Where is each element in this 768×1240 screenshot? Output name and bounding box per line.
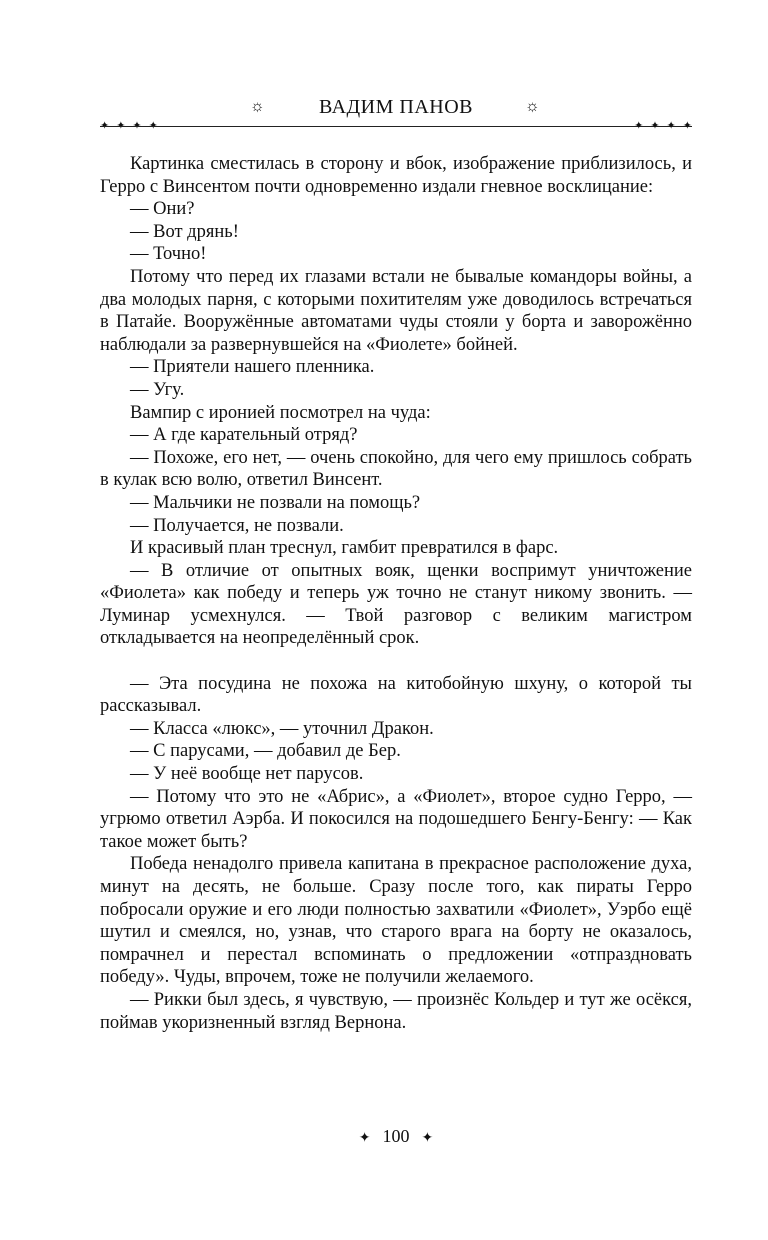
paragraph: — Потому что это не «Абрис», а «Фиолет», второе судно Герро, — угрюмо ответил Аэрба. И покосился на подошедшего Бенгу-Бенгу: — Как такое может быть? [100,786,692,852]
page-body [100,153,692,1034]
dots-ornament-left: ✦✦✦✦ [100,120,165,132]
author-name: ВАДИМ ПАНОВ [318,96,473,118]
paragraph: — Рикки был здесь, я чувствую, — произнёс Кольдер и тут же осёкся, поймав укоризненный взгляд Вернона. [100,989,692,1033]
star-ornament-icon: ✦ [421,1131,434,1146]
paragraph: Картинка сместилась в сторону и вбок, изображение приблизилось, и Герро с Винсентом почти одновременно издали гневное восклицание: [100,154,692,197]
paragraph: — Приятели нашего пленника. [130,357,375,378]
paragraph: — Вот дрянь! [130,221,239,242]
paragraph: — Класса «люкс», — уточнил Дракон. [130,718,434,739]
paragraph: Победа ненадолго привела капитана в прекрасное расположение духа, минут на десять, не больше. Сразу после того, как пираты Герро побросали оружие и его люди полностью захватили «Фиолет», Уэрбо ещё шутил и смеялся, но, узнав, что старого врага на борту не оказалось, помрачнел и перестал вспоминать о предложении «отпраздновать победу». Чуды, впрочем, тоже не получили желаемого. [100,854,692,988]
paragraph: — А где карательный отряд? [130,425,358,446]
paragraph: — Эта посудина не похожа на китобойную шхуну, о которой ты рассказывал. [100,673,692,717]
sun-ornament-icon: ☼ [525,98,540,115]
paragraph: И красивый план треснул, гамбит превратился в фарс. [130,538,559,559]
sun-ornament-icon: ☼ [250,98,265,115]
header-rule [100,126,692,127]
paragraph: — В отличие от опытных вояк, щенки воспримут уничтожение «Фиолета» как победу и теперь уж точно не станут никому звонить. — Луминар усмехнулся. — Твой разговор с великим магистром откладывается на неопределённый срок. [100,560,692,649]
paragraph: Потому что перед их глазами встали не бывалые командоры войны, а два молодых парня, с которыми похитителям уже доводилось встречаться в Патайе. Вооружённые автоматами чуды стояли у борта и заворожённо наблюдали за развернувшейся на «Фиолете» бойней. [100,266,692,355]
paragraph: — Угу. [130,379,185,400]
paragraph: — Точно! [130,244,207,265]
paragraph: Вампир с иронией посмотрел на чуда: [130,402,431,423]
paragraph: — Они? [130,199,195,220]
paragraph: — У неё вообще нет парусов. [130,764,364,785]
paragraph: — Мальчики не позвали на помощь? [130,492,421,513]
page-footer [100,1124,692,1151]
running-header [100,94,699,134]
paragraph: — Похоже, его нет, — очень спокойно, для чего ему пришлось собрать в кулак всю волю, ответил Винсент. [100,447,692,491]
page-number: 100 [382,1126,410,1146]
paragraph: — Получается, не позвали. [130,515,344,536]
star-ornament-icon: ✦ [358,1131,371,1146]
paragraph: — С парусами, — добавил де Бер. [130,741,401,762]
dots-ornament-right: ✦✦✦✦ [634,120,699,132]
